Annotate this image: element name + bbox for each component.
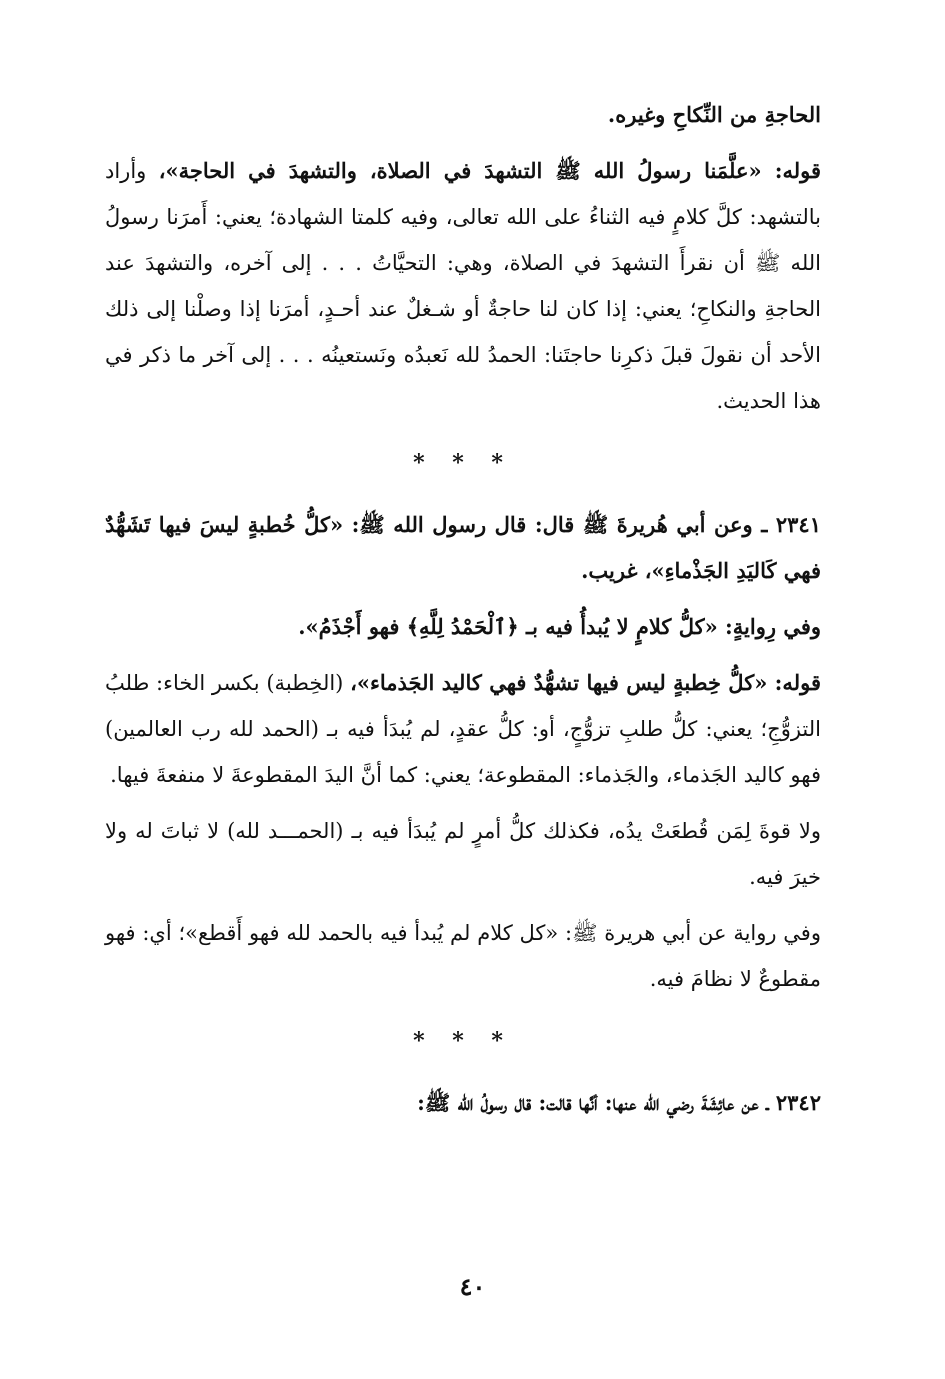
hadith-2342: ٢٣٤٢ ـ عن عائِشَةَ رضي الله عنها: أنَّها قالت: قال رسولُ الله ﷺ: — [417, 1090, 821, 1115]
paragraph-1: الحاجةِ من النِّكاحِ وغيره. — [607, 102, 821, 127]
paragraph-5-quote: قوله: «كلُّ خِطبةٍ ليس فيها تشهُّدٌ فهي كاليد الجَذماء»، — [350, 670, 821, 695]
paragraph-2-quote: قوله: «علَّمَنا رسولُ الله ﷺ التشهدَ في الصلاة، والتشهدَ في الحاجة»، — [158, 158, 821, 183]
paragraph-6: ولا قوةَ لِمَن قُطعَتْ يدُه، فكذلك كلُّ أمرٍ لم يُبدَأ فيه بـ (الحمـــد لله) لا ثباتَ له ولا خيرَ فيه. — [105, 819, 821, 889]
page-number: ٤٠ — [459, 1272, 486, 1301]
page-body — [105, 92, 821, 1126]
paragraph-2 — [105, 148, 821, 424]
paragraph-7: وفي رواية عن أبي هريرة ﷺ: «كل كلام لم يُبدأ فيه بالحمد لله فهو أَقطع»؛ أي: فهو مقطوعٌ لا نظامَ فيه. — [105, 921, 821, 991]
hadith-2341: ٢٣٤١ ـ وعن أبي هُريرةَ ﷺ قال: قال رسول الله ﷺ: «كلُّ خُطبةٍ ليسَ فيها تَشَهُّدٌ فهي كَاليَدِ الجَذْماءِ»، غريب. — [105, 512, 821, 583]
section-divider-1: * * * — [413, 450, 513, 476]
section-divider-2: * * * — [413, 1028, 513, 1054]
paragraph-5 — [105, 660, 821, 798]
paragraph-riwaya: وفي رِوايةٍ: «كلُّ كلامٍ لا يُبدأُ فيه بـ ﴿ٱلْحَمْدُ لِلَّهِ﴾ فهو أَجْذَمُ». — [298, 614, 821, 639]
paragraph-5-text: (الخِطبة) بكسر الخاء: طلبُ التزوُّجِ؛ يعني: كلُّ طلبِ تزوُّجٍ، أو: كلُّ عقدٍ، لم يُبدَأ فيه بـ (الحمد لله رب العالمين) فهو كاليد الجَذماء، والجَذماء: المقطوعة؛ يعني: كما أنَّ اليدَ المقطوعةَ لا منفعةَ فيها. — [105, 671, 821, 787]
paragraph-2-text: وأراد بالتشهد: كلَّ كلامٍ فيه الثناءُ على الله تعالى، وفيه كلمتا الشهادة؛ يعني: أَمرَنا رسولُ الله ﷺ أن نقرأَ التشهدَ في الصلاة، وهي: التحيَّاتُ . . . إلى آخره، والتشهدَ عند الحاجةِ والنكاحِ؛ يعني: إذا كان لنا حاجةٌ أو شـغلٌ عند أحـدٍ، أمرَنا إذا وصلْنا إلى ذلك الأحد أن نقولَ قبلَ ذكرِنا حاجتَنا: الحمدُ لله نَعبدُه ونَستعينُه . . . إلى آخر ما ذكر في هذا الحديث. — [105, 159, 822, 413]
